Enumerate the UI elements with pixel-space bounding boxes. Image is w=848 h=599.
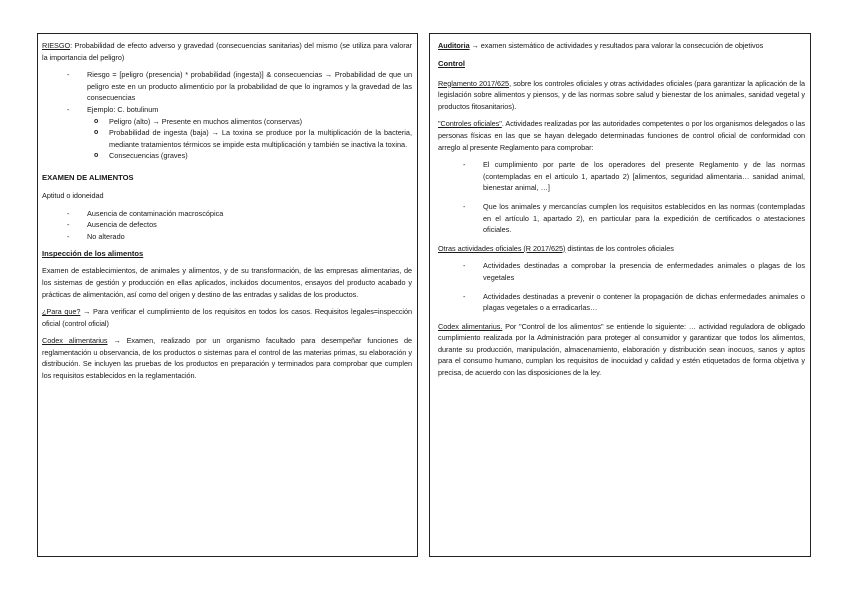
riesgo-definition: : Probabilidad de efecto adverso y gravedad (consecuencias sanitarias) del mismo (se utiliza para valorar la importancia del peligro) <box>42 41 412 62</box>
codex-term-left: Codex alimentarius <box>42 336 108 346</box>
aptitud-text: Aptitud o idoneidad <box>42 190 104 200</box>
list-item: - Riesgo = [peligro (presencia) * probabilidad (ingesta)] & consecuencias → Probabilidad de que un peligro este en un producto alimenticio por la probabilidad de que lo ingramos y la gravedad de las consecuencias <box>67 70 412 103</box>
examen-heading: EXAMEN DE ALIMENTOS <box>42 172 134 182</box>
para-que-paragraph: ¿Para que? → Para verificar el cumplimiento de los requisitos en todos los casos. Requisitos legales=inspección oficial (control oficial) <box>42 307 412 328</box>
riesgo-paragraph <box>42 40 412 63</box>
codex-paragraph-left: Codex alimentarius → Examen, realizado por un organismo facultado para desempeñar funciones de reglamentación u observancia, de los productos o sistemas para el control de las materias primas, su elaboración y distribución. Se incluyen las pruebas de los productos en preparación y terminados para comprobar que cumplen los requisitos establecidos en la reglamentación. <box>42 336 413 381</box>
list-item: o Peligro (alto) → Presente en muchos alimentos (conservas) <box>94 116 303 126</box>
auditoria-paragraph: Auditoria → examen sistemático de actividades y resultados para valorar la consecución de objetivos <box>438 41 764 50</box>
list-item: - Que los animales y mercancías cumplen los requisitos establecidos en las normas (contempladas en el artículo 1, apartado 2), en particular para la expedición de certificados o atestaciones oficiales. <box>463 201 805 235</box>
ejemplo-sublist <box>87 116 412 162</box>
list-item: - Actividades destinadas a comprobar la presencia de enfermedades animales o plagas de los vegetales <box>463 261 805 282</box>
reglamento-paragraph: Reglamento 2017/625, sobre los controles oficiales y otras actividades oficiales (para garantizar la aplicación de la legislación sobre alimentos y piensos, y de las normas sobre salud y bienestar de los animales, sanidad vegetal y productos fitosanitarios). <box>438 78 805 111</box>
controles-term: "Controles oficiales" <box>438 119 502 129</box>
control-heading: Control <box>438 58 465 68</box>
aptitud-list <box>42 208 412 243</box>
list-item: - Ausencia de contaminación macroscópica <box>67 208 224 218</box>
controles-list <box>438 159 805 236</box>
list-item: - Ejemplo: C. botulinum o Peligro (alto) → Presente en muchos alimentos (conservas) o Probabilidad de ingesta (baja) → La toxina se produce por la multiplicación de la bacteria, mediante tratamientos térmicos se impide esta multiplicación y también se inactiva la toxina. o Consecuencias (graves) <box>42 104 412 162</box>
list-item: - El cumplimiento por parte de los operadores del presente Reglamento y de las normas (contempladas en el articulo 1, apartado 2) [alimentos, seguridad alimentaria… sanidad animal, bienestar animal, …] <box>463 160 805 193</box>
codex-term-right: Codex alimentarius. <box>438 321 503 331</box>
list-item: o Consecuencias (graves) <box>94 151 188 161</box>
list-item: - No alterado <box>67 231 125 241</box>
otras-term: Otras actividades oficiales (R 2017/625) <box>438 243 566 253</box>
list-item: o Probabilidad de ingesta (baja) → La toxina se produce por la multiplicación de la bacteria, mediante tratamientos térmicos se impide esta multiplicación y también se inactiva la toxina. <box>94 128 412 149</box>
inspeccion-heading: Inspección de los alimentos <box>42 249 144 259</box>
reglamento-term: Reglamento 2017/625 <box>438 78 510 88</box>
riesgo-list <box>42 69 412 162</box>
otras-list <box>438 260 805 313</box>
list-item: - Ausencia de defectos <box>67 220 157 230</box>
para-que-term: ¿Para que? <box>42 307 81 317</box>
right-page-panel <box>429 33 811 557</box>
controles-paragraph: "Controles oficiales". Actividades realizadas por las autoridades competentes o por los organismos delegados o las personas físicas en las que se hayan delegado determinadas funciones de control oficial de conformidad con arreglo al presente Reglamento para comprobar: <box>438 119 806 152</box>
list-item: - Actividades destinadas a prevenir o contener la propagación de dichas enfermedades animales o plagas vegetales o a erradicarlas… <box>463 291 805 313</box>
left-page-panel <box>37 33 418 557</box>
otras-paragraph: Otras actividades oficiales (R 2017/625) distintas de los controles oficiales <box>438 243 674 253</box>
codex-paragraph-right: Codex alimentarius. Por "Control de los alimentos" se entiende lo siguiente: … actividad reguladora de obligado cumplimiento realizada por la Administración para proteger al consumidor y garantizar que todos los alimentos, durante su producción, manipulación, almacenamiento, elaboración y distribución sean inocuos, sanos y aptos para el consumo humano, cumplan los requisitos de inocuidad y calidad y estén etiquetados de forma objetiva y precisa, de acuerdo con las disposiciones de la ley. <box>438 321 805 378</box>
inspeccion-paragraph: Examen de establecimientos, de animales y alimentos, y de su transformación, de las empresas alimentarias, de los sistemas de gestión y producción en ellas aplicados, incluidos documentos, ensayos del producto acabado y prácticas de alimentación, así como del origen y destino de las entradas y salidas de los productos. <box>42 266 412 299</box>
riesgo-term: RIESGO <box>42 41 71 50</box>
auditoria-term: Auditoria <box>438 41 470 50</box>
